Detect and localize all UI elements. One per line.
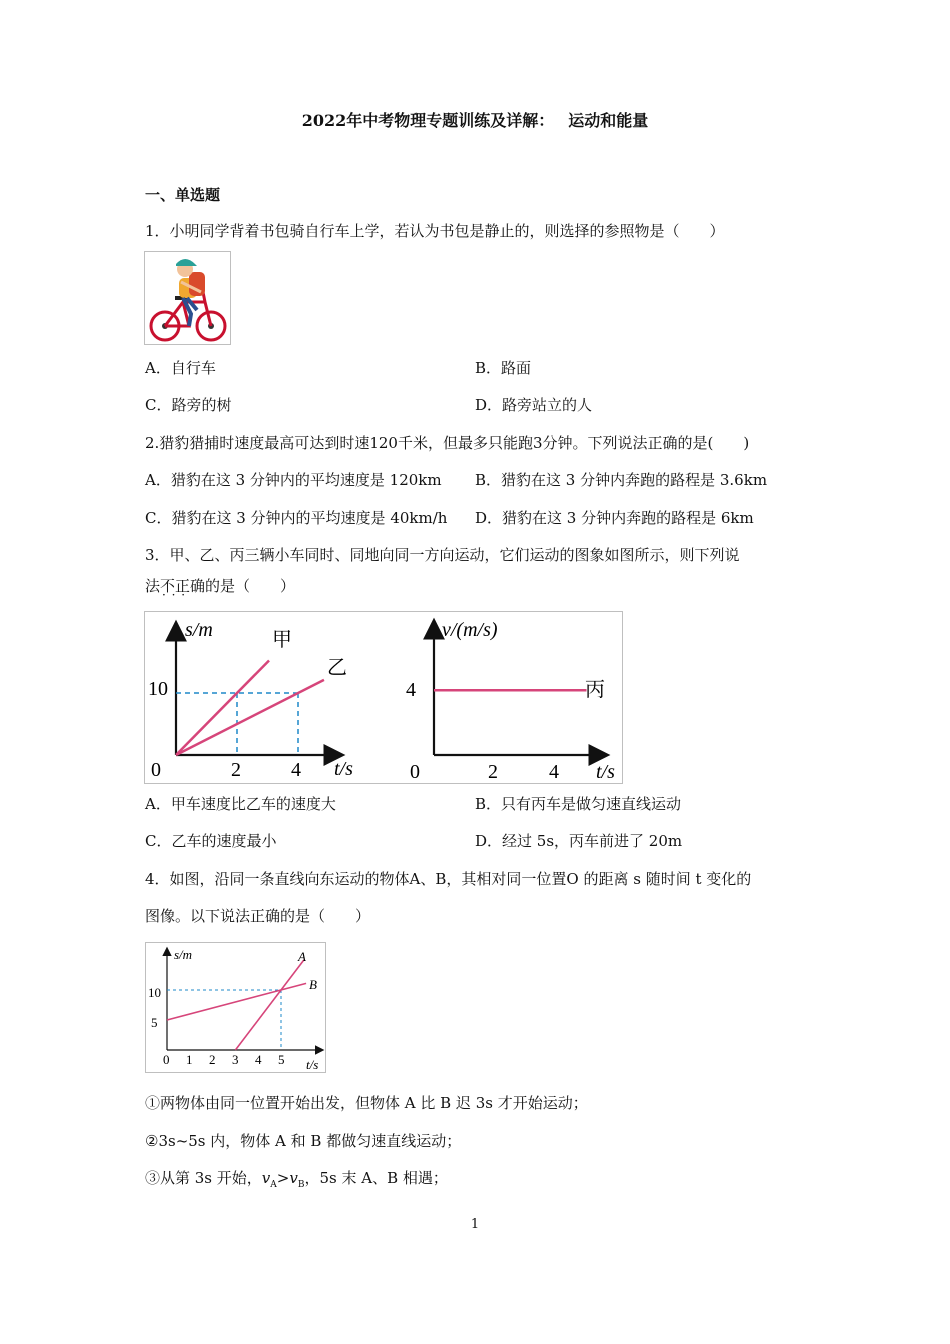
q3-option-d: D．经过 5s，丙车前进了 20m: [475, 832, 683, 850]
chart3-ylabel: s/m: [174, 947, 193, 962]
q2-option-d: D．猎豹在这 3 分钟内奔跑的路程是 6km: [475, 509, 754, 527]
q4-s3-pre: ③从第 3s 开始，: [145, 1169, 262, 1187]
q1-option-b: B．路面: [475, 359, 532, 377]
chart3-xtick-3: 3: [232, 1052, 239, 1067]
q3-stem-pre: 法: [145, 577, 161, 595]
chart1-ylabel: s/m: [185, 619, 213, 641]
chart1-label-jia: 甲: [272, 629, 292, 651]
chart3-xtick-0: 0: [163, 1052, 170, 1067]
q2-stem: 2.猎豹猎捕时速度最高可达到时速120千米，但最多只能跑3分钟。下列说法正确的是( ): [145, 434, 750, 452]
q4-s3-sub-b: B: [297, 1180, 305, 1190]
chart1-ytick-10: 10: [148, 678, 168, 700]
q3-figure: [144, 611, 623, 784]
chart3-series-a: [235, 960, 303, 1050]
q4-figure: [145, 942, 326, 1073]
chart2-xtick-2: 2: [488, 761, 498, 783]
chart1-label-yi: 乙: [327, 657, 347, 679]
bicycle-image: [144, 251, 231, 345]
q1-stem: 1．小明同学背着书包骑自行车上学，若认为书包是静止的，则选择的参照物是（ ）: [145, 222, 725, 240]
q4-stem-line2: 图像。以下说法正确的是（ ）: [145, 907, 371, 925]
chart1-origin: 0: [151, 759, 161, 781]
q3-stem-emphasis: 不正确 · · ·: [160, 577, 205, 595]
chart3-label-a: A: [298, 949, 306, 964]
chart2-ytick-4: 4: [406, 679, 416, 701]
q2-option-c: C．猎豹在这 3 分钟内的平均速度是 40km/h: [145, 509, 448, 527]
page-title: [0, 108, 950, 131]
chart3-label-b: B: [309, 977, 317, 992]
chart1-xtick-4: 4: [291, 759, 301, 781]
chart3-ytick-5: 5: [151, 1015, 158, 1030]
q4-s3-va: v: [261, 1169, 271, 1187]
chart3-xlabel: t/s: [306, 1057, 319, 1072]
chart1-series-jia: [176, 660, 269, 755]
q3-option-a: A．甲车速度比乙车的速度大: [145, 795, 336, 813]
q1-option-c: C．路旁的树: [145, 396, 232, 414]
chart3-xtick-5: 5: [278, 1052, 285, 1067]
chart1-xlabel: t/s: [334, 758, 353, 780]
section-heading: 一、单选题: [145, 186, 221, 204]
q4-s3-post: ，5s 末 A、B 相遇；: [304, 1169, 448, 1187]
q1-option-d: D．路旁站立的人: [475, 396, 593, 414]
chart2-xlabel: t/s: [596, 761, 615, 783]
q2-option-a: A．猎豹在这 3 分钟内的平均速度是 120km: [145, 471, 442, 489]
q4-statement-3: [145, 1168, 448, 1195]
chart3-xtick-2: 2: [209, 1052, 216, 1067]
q3-option-c: C．乙车的速度最小: [145, 832, 277, 850]
q3-stem-post: 的是（ ）: [205, 577, 296, 595]
q4-statement-1: ①两物体由同一位置开始出发，但物体 A 比 B 迟 3s 才开始运动；: [145, 1094, 588, 1112]
q3-option-b: B．只有丙车是做匀速直线运动: [475, 795, 682, 813]
q2-option-b: B．猎豹在这 3 分钟内奔跑的路程是 3.6km: [475, 471, 768, 489]
chart3-series-b: [167, 983, 306, 1020]
chart2-origin: 0: [410, 761, 420, 783]
chart3-xtick-1: 1: [186, 1052, 193, 1067]
chart2-xtick-4: 4: [549, 761, 559, 783]
page-number: 1: [470, 1217, 480, 1232]
q4-s3-gt: >: [276, 1169, 290, 1187]
title-topic: 运动和能量: [568, 111, 649, 130]
q3-stem-line1: 3．甲、乙、丙三辆小车同时、同地向同一方向运动，它们运动的图象如图所示，则下列说: [145, 546, 740, 564]
q4-statement-2: ②3s~5s 内，物体 A 和 B 都做匀速直线运动；: [145, 1132, 462, 1150]
q4-stem-line1: 4．如图，沿同一条直线向东运动的物体A、B，其相对同一位置O 的距离 s 随时间 t 变化的: [145, 870, 752, 888]
chart2-label-bing: 丙: [585, 679, 605, 701]
chart3-ytick-10: 10: [148, 985, 161, 1000]
q4-s3-sub-a: A: [270, 1180, 277, 1190]
q4-s3-vb: v: [289, 1169, 298, 1187]
q1-option-a: A．自行车: [145, 359, 216, 377]
chart3-xtick-4: 4: [255, 1052, 262, 1067]
q3-stem-line2: [145, 576, 295, 596]
chart1-xtick-2: 2: [231, 759, 241, 781]
title-main: 2022年中考物理专题训练及详解：: [301, 111, 555, 130]
chart1-series-yi: [176, 680, 324, 755]
chart2-ylabel: v/(m/s): [442, 619, 498, 641]
